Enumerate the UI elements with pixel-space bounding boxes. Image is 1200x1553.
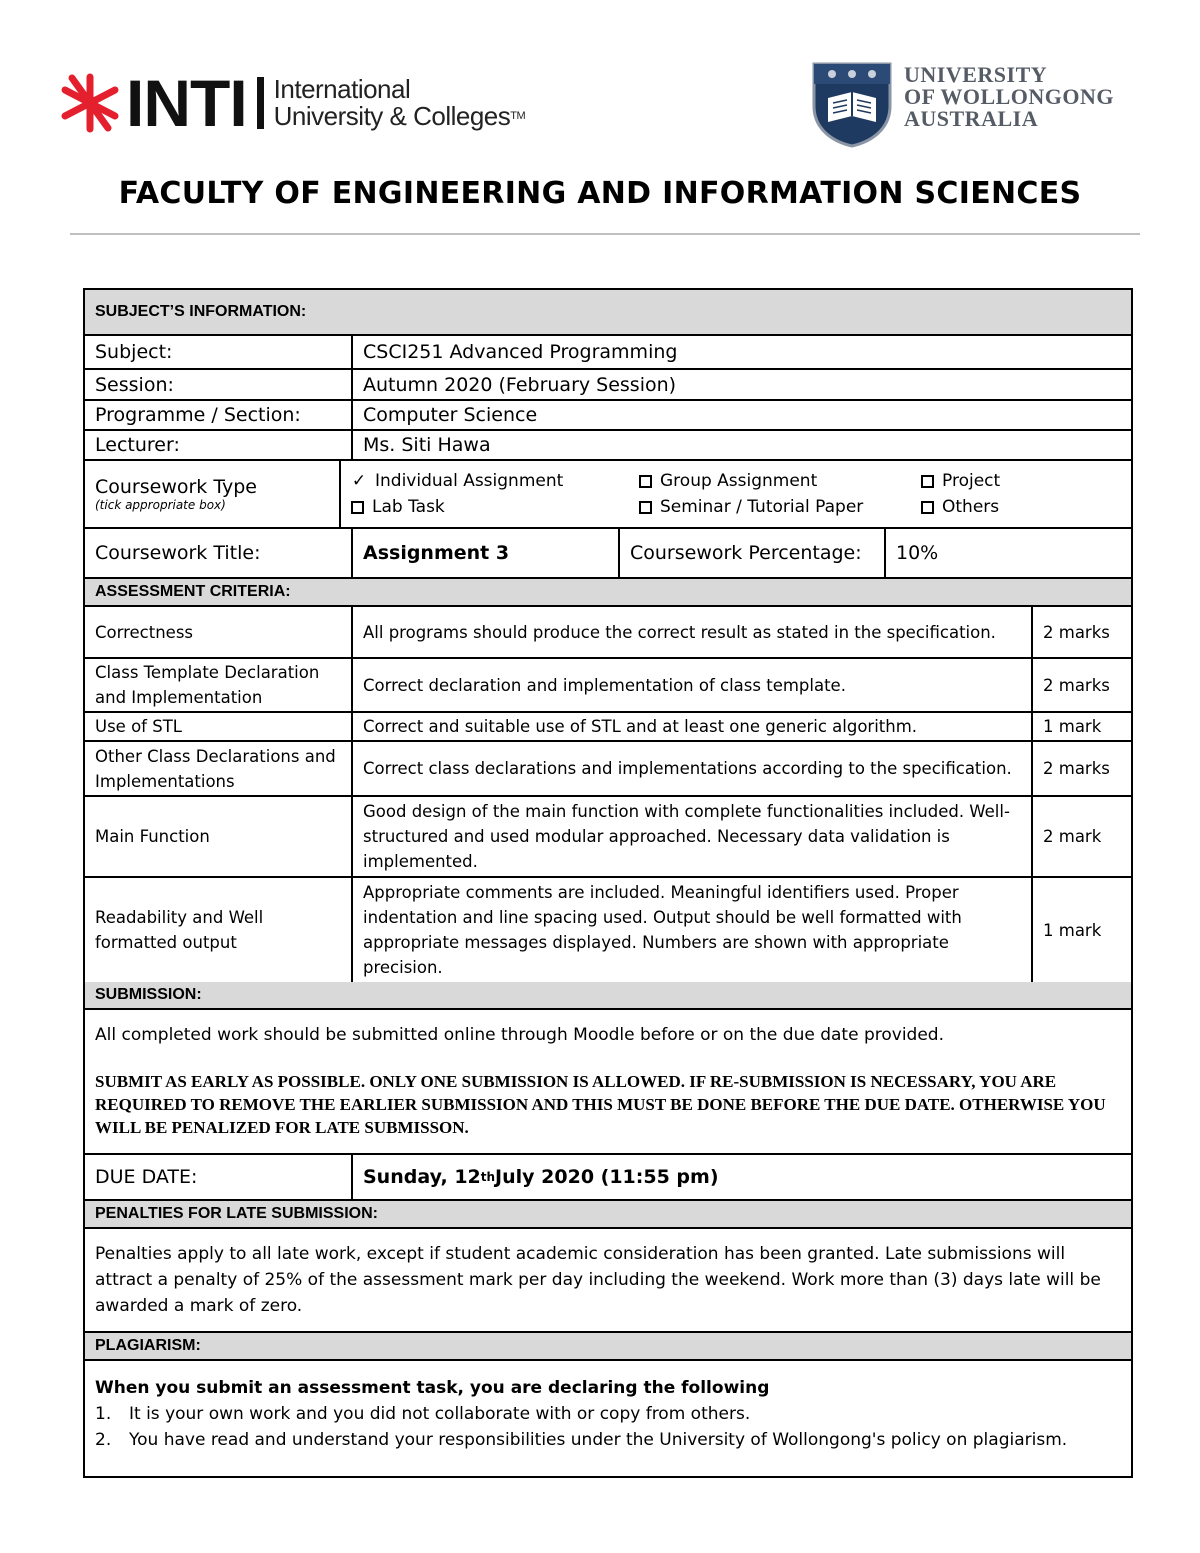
inti-star-icon [58,72,122,134]
coursework-form [83,288,1133,1478]
subject-value: CSCI251 Advanced Programming [351,336,1131,368]
lecturer-row [85,431,1131,461]
coursework-type-label: Coursework Type (tick appropriate box) [95,476,257,512]
subject-info-header [85,290,1131,336]
title-divider [70,233,1140,235]
coursework-percentage-value: 10% [884,529,1131,577]
programme-row [85,401,1131,431]
section-heading: PLAGIARISM: [85,1333,1131,1359]
option-label: Seminar / Tutorial Paper [660,497,864,517]
uow-wordmark: UNIVERSITY OF WOLLONGONG AUSTRALIA [904,62,1115,131]
plagiarism-content [85,1361,1131,1476]
lecturer-value: Ms. Siti Hawa [351,431,1131,459]
section-heading: SUBJECT’S INFORMATION: [85,290,1131,334]
coursework-type-option[interactable] [921,497,1121,517]
option-label: Project [942,471,1001,491]
session-row [85,370,1131,401]
plagiarism-item: 1. It is your own work and you did not collaborate with or copy from others. [95,1404,751,1424]
criteria-marks: 2 marks [1031,659,1131,711]
coursework-percentage-label: Coursework Percentage: [618,529,884,577]
criteria-description: Good design of the main function with complete functionalities included. Well-structured and used modular approached. Necessary data validation is implemented. [351,797,1031,876]
faculty-title: FACULTY OF ENGINEERING AND INFORMATION SCIENCES [118,176,1082,211]
criteria-row [85,607,1131,659]
section-heading: ASSESSMENT CRITERIA: [85,579,1131,605]
inti-divider [257,77,264,129]
checkbox-icon[interactable] [639,501,652,514]
checkbox-icon[interactable] [921,501,934,514]
section-heading: SUBMISSION: [85,982,1131,1008]
criteria-description: Correct class declarations and implementations according to the specification. [351,742,1031,795]
option-label: Group Assignment [660,471,818,491]
coursework-type-option[interactable] [351,497,639,517]
coursework-type-options [339,461,1131,527]
penalties-text: Penalties apply to all late work, except if student academic consideration has been granted. Late submissions will attract a penalty of 25% of the assessment mark per day including the weekend. Work more than (3) days late will be awarded a mark of zero. [95,1244,1101,1316]
assessment-header [85,579,1131,607]
uow-crest-icon [810,60,894,148]
criteria-row [85,659,1131,713]
checkbox-icon[interactable] [639,475,652,488]
criteria-name: Other Class Declarations and Implementations [95,746,336,791]
checkbox-icon[interactable] [921,475,934,488]
criteria-description: Correct and suitable use of STL and at least one generic algorithm. [351,713,1031,740]
criteria-description: Correct declaration and implementation of class template. [351,659,1031,711]
submission-content [85,1010,1131,1153]
section-heading: PENALTIES FOR LATE SUBMISSION: [85,1201,1131,1227]
criteria-marks: 2 marks [1031,607,1131,657]
criteria-name: Use of STL [95,717,182,736]
programme-value: Computer Science [351,401,1131,429]
submission-header [85,982,1131,1010]
inti-wordmark: INTI [126,66,247,140]
criteria-name: Class Template Declaration and Implementation [95,663,320,707]
plagiarism-item: 2. You have read and understand your responsibilities under the University of Wollongong's policy on plagiarism. [95,1430,1068,1450]
criteria-name: Correctness [95,622,194,642]
criteria-description: All programs should produce the correct result as stated in the specification. [351,607,1031,657]
checkmark-icon[interactable]: ✓ [351,471,367,491]
coursework-type-option[interactable] [351,471,639,491]
criteria-marks: 2 mark [1031,797,1131,876]
criteria-row [85,713,1131,742]
session-label: Session: [95,373,174,396]
submission-text: All completed work should be submitted online through Moodle before or on the due date provided. [95,1025,944,1045]
checkbox-icon[interactable] [351,501,364,514]
criteria-row [85,742,1131,797]
subject-label: Subject: [95,341,173,363]
inti-subtitle: International University & Colleges™ [273,74,526,131]
criteria-name: Readability and Well formatted output [95,908,264,952]
submission-warning: SUBMIT AS EARLY AS POSSIBLE. ONLY ONE SUBMISSION IS ALLOWED. IF RE-SUBMISSION IS NECESSARY, YOU ARE REQUIRED TO REMOVE THE EARLIER SUBMISSION AND THIS MUST BE DONE BEFORE THE DUE DATE. OTHERWISE YOU WILL BE PENALIZED FOR LATE SUBMISSON. [95,1072,1106,1137]
due-date-label: DUE DATE: [95,1166,198,1188]
criteria-row [85,878,1131,982]
penalties-header [85,1201,1131,1229]
criteria-description: Appropriate comments are included. Meaningful identifiers used. Proper indentation and line spacing used. Output should be well formatted with appropriate messages displayed. Numbers are shown with appropriate precision. [351,878,1031,982]
lecturer-label: Lecturer: [95,434,180,456]
criteria-marks: 2 marks [1031,742,1131,795]
penalties-body [85,1229,1131,1333]
criteria-row [85,797,1131,878]
due-date-value: Sunday, 12 th July 2020 (11:55 pm) [351,1155,1131,1199]
uow-logo [810,60,1114,148]
coursework-type-option[interactable] [639,497,921,517]
criteria-marks: 1 mark [1031,713,1131,740]
programme-label: Programme / Section: [95,404,301,426]
option-label: Individual Assignment [375,471,564,491]
due-date-row [85,1155,1131,1201]
coursework-type-option[interactable] [921,471,1121,491]
coursework-title-row [85,529,1131,579]
coursework-title-value: Assignment 3 [351,529,618,577]
coursework-type-option[interactable] [639,471,921,491]
submission-body [85,1010,1131,1155]
criteria-marks: 1 mark [1031,878,1131,982]
criteria-name: Main Function [95,827,210,846]
coursework-type-row [85,461,1131,529]
subject-row [85,336,1131,370]
inti-logo [58,66,526,140]
option-label: Others [942,497,1000,517]
plagiarism-header [85,1333,1131,1361]
plagiarism-body [85,1361,1131,1476]
coursework-title-label: Coursework Title: [95,542,261,564]
option-label: Lab Task [372,497,445,517]
plagiarism-intro: When you submit an assessment task, you are declaring the following [95,1378,770,1398]
session-value: Autumn 2020 (February Session) [351,370,1131,399]
